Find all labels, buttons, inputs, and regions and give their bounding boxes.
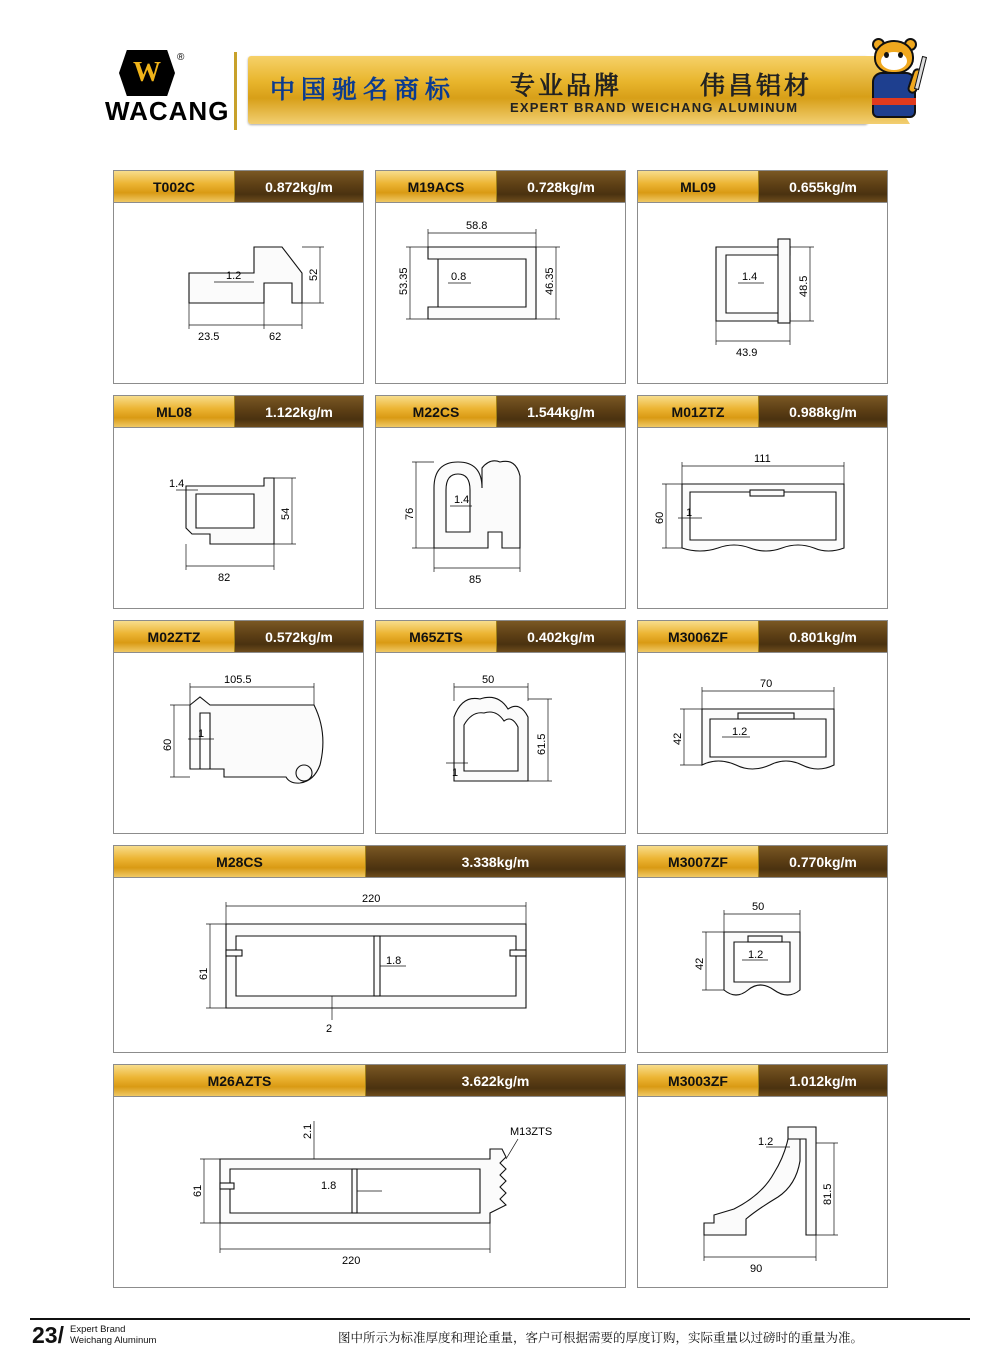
dimension-value: 23.5 (198, 331, 220, 343)
dimension-value: 1 (452, 767, 459, 779)
product-code: M01ZTZ (638, 396, 759, 427)
product-cell[interactable] (375, 620, 626, 834)
product-cell[interactable] (113, 845, 626, 1053)
product-label-bar (376, 621, 625, 652)
dimension-value: 60 (654, 511, 666, 524)
dimension-value: 1.8 (386, 955, 402, 967)
dimension-value: 2 (326, 1023, 333, 1035)
product-weight: 3.622kg/m (366, 1065, 625, 1096)
profile-drawing (376, 427, 625, 609)
footer-note: 图中所示为标准厚度和理论重量，客户可根据需要的厚度订购，实际重量以过磅时的重量为准。 (338, 1330, 864, 1345)
profile-drawing (114, 427, 363, 609)
product-row (113, 845, 888, 1053)
product-cell[interactable] (113, 170, 364, 384)
product-weight: 0.988kg/m (759, 396, 887, 427)
dimension-value: 42 (694, 957, 706, 970)
dimension-value: 220 (342, 1255, 361, 1267)
product-weight: 1.122kg/m (235, 396, 363, 427)
dimension-value: 81.5 (822, 1183, 834, 1205)
product-code: M3007ZF (638, 846, 759, 877)
product-cell[interactable] (637, 620, 888, 834)
annotation-label: M13ZTS (510, 1126, 553, 1138)
dimension-value: 70 (760, 678, 773, 690)
product-label-bar (114, 621, 363, 652)
dimension-value: 1.4 (742, 271, 758, 283)
dimension-value: 43.9 (736, 347, 758, 359)
product-weight: 0.801kg/m (759, 621, 887, 652)
registered-mark: ® (177, 52, 185, 63)
logo-letter: W (133, 57, 161, 88)
product-code: ML09 (638, 171, 759, 202)
dimension-value: 48.5 (798, 275, 810, 297)
brand-banner (248, 56, 868, 124)
product-label-bar (376, 171, 625, 202)
product-weight: 3.338kg/m (366, 846, 625, 877)
product-cell[interactable] (637, 170, 888, 384)
product-weight: 1.012kg/m (759, 1065, 887, 1096)
product-cell[interactable] (637, 1064, 888, 1288)
dimension-value: 52 (308, 268, 320, 281)
profile-drawing (376, 652, 625, 834)
product-cell[interactable] (375, 395, 626, 609)
profile-drawing (114, 202, 363, 384)
product-weight: 0.655kg/m (759, 171, 887, 202)
dimension-value: 82 (218, 572, 231, 584)
dimension-value: 53.35 (398, 267, 410, 295)
profile-drawing (114, 1096, 625, 1288)
brand-wordmark: WACANG (105, 96, 230, 126)
dimension-value: 61.5 (536, 733, 548, 755)
profile-drawing (114, 652, 363, 834)
profile-drawing (376, 202, 625, 384)
dimension-value: 46.35 (544, 267, 556, 295)
product-cell[interactable] (113, 395, 364, 609)
product-code: ML08 (114, 396, 235, 427)
profile-drawing (638, 1096, 887, 1288)
page-footer (0, 1300, 1000, 1366)
product-row (113, 170, 888, 384)
profile-drawing (638, 202, 887, 384)
product-label-bar (638, 621, 887, 652)
dimension-value: 1 (198, 728, 205, 740)
dimension-value: 0.8 (451, 271, 467, 283)
product-weight: 0.872kg/m (235, 171, 363, 202)
wacang-logo-icon (119, 50, 185, 96)
page-number: 23/ (32, 1322, 64, 1348)
dimension-value: 76 (404, 507, 416, 520)
profile-drawing (638, 652, 887, 834)
mascot-belt (872, 98, 916, 105)
product-code: M22CS (376, 396, 497, 427)
page-header (0, 46, 1000, 136)
product-weight: 0.770kg/m (759, 846, 887, 877)
dimension-value: 1 (686, 507, 693, 519)
dimension-value: 50 (752, 901, 765, 913)
dimension-value: 111 (754, 453, 771, 465)
banner-famous-trademark: 中国驰名商标 (270, 75, 457, 104)
footer-brand-line1: Expert Brand (70, 1324, 126, 1335)
product-code: M3003ZF (638, 1065, 759, 1096)
profile-drawing (114, 877, 625, 1053)
product-row (113, 1064, 888, 1288)
profile-drawing (638, 427, 887, 609)
mascot-eye-right (898, 52, 903, 58)
dimension-value: 42 (672, 732, 684, 745)
product-label-bar (638, 846, 887, 877)
product-row (113, 395, 888, 609)
product-code: M28CS (114, 846, 366, 877)
product-label-bar (114, 396, 363, 427)
product-cell[interactable] (637, 845, 888, 1053)
product-label-bar (638, 396, 887, 427)
dimension-value: 61 (192, 1184, 204, 1197)
dimension-value: 58.8 (466, 220, 488, 232)
product-weight: 1.544kg/m (497, 396, 625, 427)
product-cell[interactable] (375, 170, 626, 384)
product-weight: 0.402kg/m (497, 621, 625, 652)
product-label-bar (114, 1065, 625, 1096)
profile-drawing (638, 877, 887, 1053)
dimension-value: 54 (280, 507, 292, 520)
product-code: T002C (114, 171, 235, 202)
dimension-value: 220 (362, 893, 381, 905)
product-code: M65ZTS (376, 621, 497, 652)
product-code: M3006ZF (638, 621, 759, 652)
banner-professional-brand: 专业品牌 (510, 71, 623, 100)
dimension-value: 60 (162, 738, 174, 751)
product-label-bar (114, 846, 625, 877)
dimension-value: 62 (269, 331, 282, 343)
dimension-value: 2.1 (302, 1123, 314, 1139)
brand-logo (105, 48, 230, 134)
product-label-bar (114, 171, 363, 202)
banner-english-subtitle: EXPERT BRAND WEICHANG ALUMINUM (510, 100, 799, 115)
dimension-value: 85 (469, 574, 482, 586)
dimension-value: 1.2 (758, 1136, 774, 1148)
product-label-bar (376, 396, 625, 427)
dimension-value: 50 (482, 674, 495, 686)
product-grid (113, 170, 888, 1299)
tiger-mascot-icon (848, 40, 938, 132)
product-label-bar (638, 1065, 887, 1096)
dimension-value: 1.2 (732, 726, 748, 738)
dimension-value: 1.2 (226, 270, 242, 282)
product-code: M26AZTS (114, 1065, 366, 1096)
product-row (113, 620, 888, 834)
dimension-value: 1.2 (748, 949, 764, 961)
product-cell[interactable] (113, 620, 364, 834)
dimension-value: 105.5 (224, 674, 252, 686)
product-code: M19ACS (376, 171, 497, 202)
banner-weichang-aluminum: 伟昌铝材 (700, 71, 813, 100)
product-cell[interactable] (113, 1064, 626, 1288)
header-divider (234, 52, 237, 130)
footer-brand-line2: Weichang Aluminum (70, 1335, 157, 1346)
product-weight: 0.572kg/m (235, 621, 363, 652)
dimension-value: 1.4 (454, 494, 470, 506)
product-weight: 0.728kg/m (497, 171, 625, 202)
dimension-value: 61 (198, 967, 210, 980)
footer-brand (70, 1324, 156, 1346)
mascot-eye-left (884, 52, 889, 58)
product-label-bar (638, 171, 887, 202)
dimension-value: 1.4 (169, 478, 185, 490)
footer-divider (30, 1318, 970, 1320)
dimension-value: 90 (750, 1263, 763, 1275)
dimension-value: 1.8 (321, 1180, 337, 1192)
product-code: M02ZTZ (114, 621, 235, 652)
product-cell[interactable] (637, 395, 888, 609)
